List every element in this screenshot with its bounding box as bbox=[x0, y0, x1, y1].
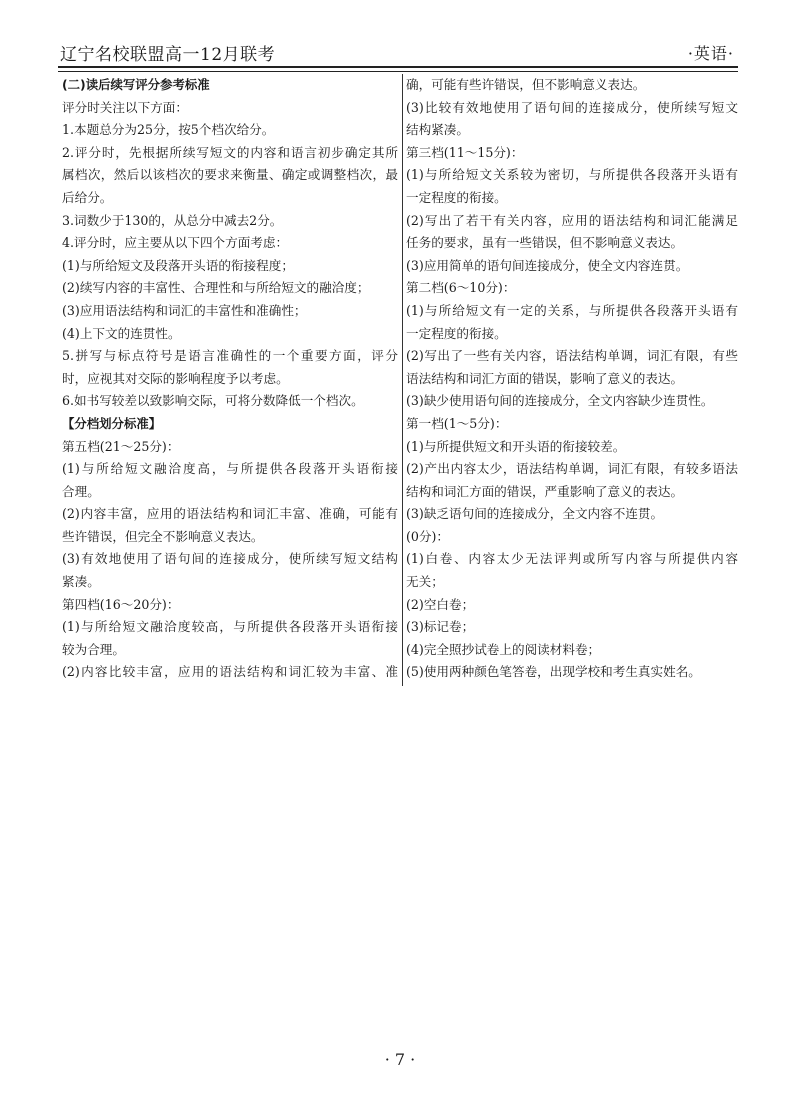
text-line: 合理。 bbox=[62, 483, 100, 499]
text-line: 属档次，然后以该档次的要求来衡量、确定或调整档次，最 bbox=[62, 167, 398, 183]
text-line: (3)应用简单的语句间连接成分，使全文内容连贯。 bbox=[406, 257, 689, 273]
page-number: · 7 · bbox=[384, 1050, 416, 1069]
text-line: 一定程度的衔接。 bbox=[406, 189, 507, 205]
text-line: 4.评分时，应主要从以下四个方面考虑： bbox=[62, 235, 289, 251]
text-line: (3)标记卷； bbox=[406, 619, 475, 635]
text-line: (4)上下文的连贯性。 bbox=[62, 325, 181, 341]
text-line: (3)缺少使用语句间的连接成分，全文内容缺少连贯性。 bbox=[406, 393, 714, 409]
text-line: 5.拼写与标点符号是语言准确性的一个重要方面，评分 bbox=[62, 348, 398, 364]
right-column bbox=[406, 74, 738, 684]
text-line: 时，应视其对交际的影响程度予以考虑。 bbox=[62, 370, 289, 386]
text-line: 一定程度的衔接。 bbox=[406, 325, 507, 341]
text-line: 第二档(6～10分)： bbox=[406, 280, 516, 296]
content-body bbox=[58, 74, 738, 686]
section-heading: (二)读后续写评分参考标准 bbox=[62, 77, 210, 92]
text-line: 评分时关注以下方面： bbox=[62, 99, 188, 115]
text-line: (5)使用两种颜色笔答卷，出现学校和考生真实姓名。 bbox=[406, 664, 701, 680]
subject-label: ·英语· bbox=[687, 44, 734, 63]
text-line: 第四档(16～20分)： bbox=[62, 596, 180, 612]
text-line: (1)与所提供短文和开头语的衔接较差。 bbox=[406, 438, 626, 454]
text-line: 任务的要求，虽有一些错误，但不影响意义表达。 bbox=[406, 235, 684, 251]
text-line: 确，可能有些许错误，但不影响意义表达。 bbox=[406, 77, 646, 92]
text-line: 第一档(1～5分)： bbox=[406, 415, 508, 431]
text-line: (1)与所给短文融洽度高，与所提供各段落开头语衔接 bbox=[62, 461, 398, 477]
text-line: (2)写出了一些有关内容，语法结构单调，词汇有限，有些 bbox=[406, 348, 738, 364]
text-line: 语法结构和词汇方面的错误，影响了意义的表达。 bbox=[406, 370, 684, 386]
text-line: (3)应用语法结构和词汇的丰富性和准确性； bbox=[62, 302, 307, 318]
header-rule-thick bbox=[58, 66, 738, 68]
text-line: (1)与所给短文融洽度较高，与所提供各段落开头语衔接 bbox=[62, 619, 398, 635]
text-line: (3)缺乏语句间的连接成分，全文内容不连贯。 bbox=[406, 506, 664, 522]
text-line: 2.评分时，先根据所续写短文的内容和语言初步确定其所 bbox=[62, 144, 398, 160]
section-heading: 【分档划分标准】 bbox=[62, 415, 162, 431]
text-line: (1)与所给短文及段落开头语的衔接程度； bbox=[62, 257, 294, 273]
text-line: 结构紧凑。 bbox=[406, 122, 469, 138]
text-line: 6.如书写较差以致影响交际，可将分数降低一个档次。 bbox=[62, 393, 364, 409]
text-line: (1)与所给短文关系较为密切，与所提供各段落开头语有 bbox=[406, 167, 738, 183]
exam-title: 辽宁名校联盟高一12月联考 bbox=[60, 45, 276, 65]
text-line: (3)有效地使用了语句间的连接成分，使所续写短文结构 bbox=[62, 551, 398, 567]
text-line: 第三档(11～15分)： bbox=[406, 144, 524, 160]
text-line: (3)比较有效地使用了语句间的连接成分，使所续写短文 bbox=[406, 99, 738, 115]
text-line: (2)续写内容的丰富性、合理性和与所给短文的融洽度； bbox=[62, 280, 370, 296]
text-line: (4)完全照抄试卷上的阅读材料卷； bbox=[406, 641, 601, 657]
text-line: 3.词数少于130的，从总分中减去2分。 bbox=[62, 212, 283, 228]
text-line: (2)写出了若干有关内容，应用的语法结构和词汇能满足 bbox=[406, 212, 738, 228]
text-line: 较为合理。 bbox=[62, 641, 125, 657]
left-column bbox=[62, 74, 398, 684]
text-line: (2)内容丰富，应用的语法结构和词汇丰富、准确，可能有 bbox=[62, 506, 398, 522]
text-line: (2)内容比较丰富，应用的语法结构和词汇较为丰富、准 bbox=[62, 664, 398, 680]
text-line: 些许错误，但完全不影响意义表达。 bbox=[62, 528, 264, 544]
text-line: (1)与所给短文有一定的关系，与所提供各段落开头语有 bbox=[406, 302, 738, 318]
text-line: 无关； bbox=[406, 574, 444, 590]
page-header bbox=[58, 38, 738, 64]
text-line: (2)空白卷； bbox=[406, 596, 475, 612]
text-line: (1)白卷、内容太少无法评判或所写内容与所提供内容 bbox=[406, 551, 738, 567]
text-line: (2)产出内容太少，语法结构单调，词汇有限，有较多语法 bbox=[406, 461, 738, 477]
text-line: 结构和词汇方面的错误，严重影响了意义的表达。 bbox=[406, 483, 684, 499]
text-line: (0分)： bbox=[406, 528, 450, 544]
text-line: 紧凑。 bbox=[62, 574, 100, 590]
text-line: 1.本题总分为25分，按5个档次给分。 bbox=[62, 122, 275, 138]
header-rule-thin bbox=[58, 71, 738, 72]
text-line: 后给分。 bbox=[62, 189, 113, 205]
column-divider bbox=[402, 74, 403, 686]
text-line: 第五档(21～25分)： bbox=[62, 438, 180, 454]
